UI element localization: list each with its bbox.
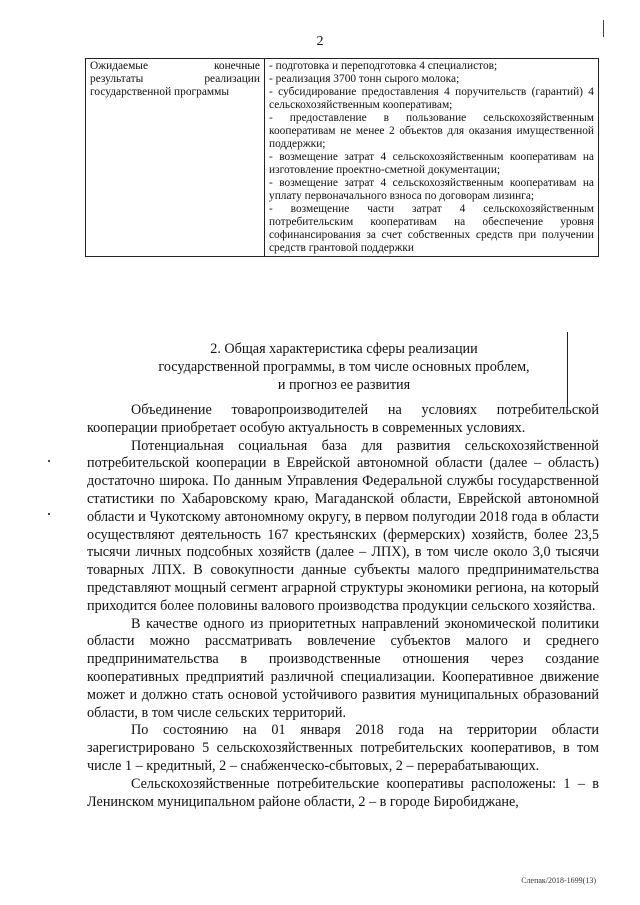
label-line: результаты реализации <box>90 73 260 85</box>
paragraph: В качестве одного из приоритетных направлений экономической политики области можно рассматривать вовлечение субъектов малого и среднего предпринимательства в производственные отношения через создание кооперативных предприятий различной специализации. Кооперативное движение может и должно стать основой устойчивого развития муниципальных образований области, в том числе сельских территорий. <box>87 615 599 721</box>
scan-mark <box>48 513 50 515</box>
results-label-cell <box>86 59 265 257</box>
scan-mark <box>48 460 50 462</box>
result-item: - возмещение затрат 4 сельскохозяйственным кооперативам на изготовление проектно-сметной документации; <box>269 151 594 176</box>
result-item: - возмещение части затрат 4 сельскохозяйственным потребительским кооперативам на обеспечение уровня софинансирования за счет собственных средств при получении средств грантовой поддержки <box>269 203 594 254</box>
table-row <box>86 59 599 257</box>
result-item: - возмещение затрат 4 сельскохозяйственным кооперативам на уплату первоначального взноса по договорам лизинга; <box>269 177 594 202</box>
result-item: - реализация 3700 тонн сырого молока; <box>269 73 460 85</box>
paragraph: По состоянию на 01 января 2018 года на территории области зарегистрировано 5 сельскохозяйственных потребительских кооперативов, в том числе 1 – кредитный, 2 – снабженческо-сбытовых, 2 – перерабатывающих. <box>87 722 599 774</box>
paragraph: Объединение товаропроизводителей на условиях потребительской кооперации приобретает особую актуальность в современных условиях. <box>87 402 599 436</box>
section-heading <box>90 340 598 394</box>
result-item: - предоставление в пользование сельскохозяйственным кооперативам не менее 2 объектов для оказания имущественной поддержки; <box>269 112 594 150</box>
heading-line: и прогноз ее развития <box>277 377 411 393</box>
label-line: государственной программы <box>90 86 230 98</box>
document-code: Слепак/2018-1699(13) <box>521 876 596 885</box>
body-text <box>87 402 599 811</box>
results-value-cell <box>265 59 599 257</box>
label-line: Ожидаемые конечные <box>90 60 260 72</box>
result-item: - подготовка и переподготовка 4 специалистов; <box>269 60 498 72</box>
paragraph: Потенциальная социальная база для развития сельскохозяйственной потребительской кооперации в Еврейской автономной области (далее – область) достаточно широка. По данным Управления Федеральной службы государственной статистики по Хабаровскому краю, Магаданской области, Еврейской автономной области и Чукотскому автономному округу, в первом полугодии 2018 года в области осуществляют деятельность 167 крестьянских (фермерских) хозяйств, более 23,5 тысячи личных подсобных хозяйств (далее – ЛПХ), в том числе около 3,0 тысячи товарных ЛПХ. В совокупности данные субъекты малого предпринимательства представляют мощный сегмент аграрной структуры экономики региона, на который приходится более половины валового производства продукции сельского хозяйства. <box>87 437 599 614</box>
results-table <box>85 58 599 257</box>
heading-line: 2. Общая характеристика сферы реализации <box>210 341 478 357</box>
paragraph: Сельскохозяйственные потребительские кооперативы расположены: 1 – в Ленинском муниципальном районе области, 2 – в городе Биробиджане, <box>87 775 599 810</box>
page-number: 2 <box>316 34 324 49</box>
result-item: - субсидирование предоставления 4 поручительств (гарантий) 4 сельскохозяйственным кооперативам; <box>269 86 594 111</box>
heading-line: государственной программы, в том числе основных проблем, <box>158 359 530 375</box>
